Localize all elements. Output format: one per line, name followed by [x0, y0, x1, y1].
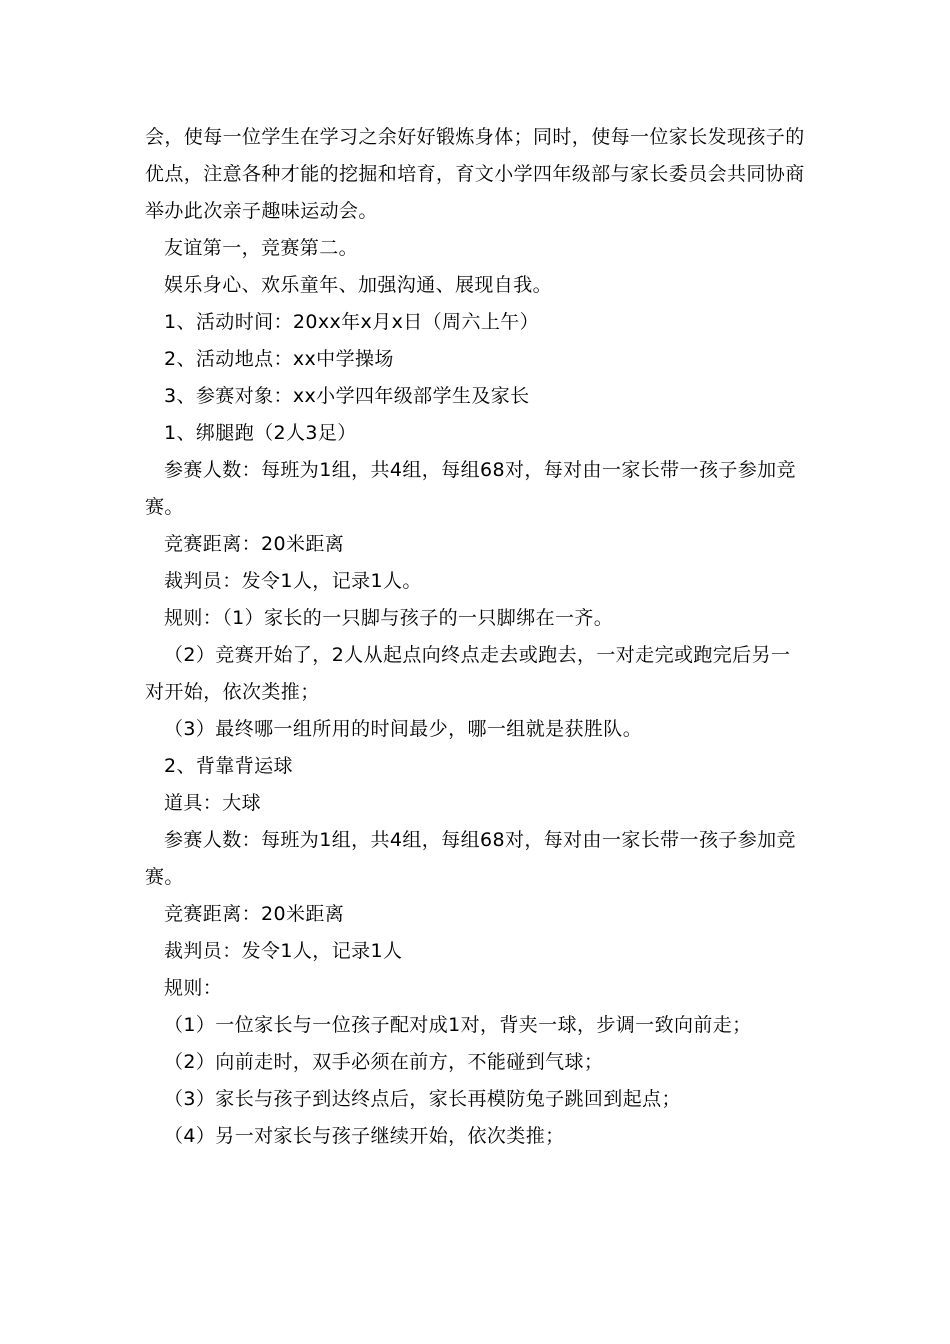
paragraph-event-1-distance: 竞赛距离：20米距离 [164, 533, 345, 555]
paragraph-event-1-referees: 裁判员：发令1人，记录1人。 [164, 570, 422, 592]
paragraph-event-2-rule-1: （1）一位家长与一位孩子配对成1对，背夹一球，步调一致向前走； [164, 1014, 752, 1036]
paragraph-theme: 娱乐身心、欢乐童年、加强沟通、展现自我。 [164, 274, 553, 296]
paragraph-event-1-rule-2: （2）竞赛开始了，2人从起点向终点走去或跑去，一对走完或跑完后另一对开始，依次类推； [145, 644, 791, 703]
paragraph-activity-time: 1、活动时间：20xx年x月x日（周六上午） [164, 311, 540, 333]
paragraph-activity-location: 2、活动地点：xx中学操场 [164, 348, 394, 370]
paragraph-intro-continued: 会，使每一位学生在学习之余好好锻炼身体；同时，使每一位家长发现孩子的优点，注意各种才能的挖掘和培育，育文小学四年级部与家长委员会共同协商举办此次亲子趣味运动会。 [145, 126, 805, 222]
paragraph-event-2-title: 2、背靠背运球 [164, 755, 293, 777]
paragraph-event-1-rule-1: 规则：（1）家长的一只脚与孩子的一只脚绑在一齐。 [164, 607, 614, 629]
paragraph-participants: 3、参赛对象：xx小学四年级部学生及家长 [164, 385, 530, 407]
paragraph-event-2-rule-3: （3）家长与孩子到达终点后，家长再模防兔子跳回到起点； [164, 1088, 681, 1110]
paragraph-event-2-distance: 竞赛距离：20米距离 [164, 903, 345, 925]
paragraph-event-2-participants: 参赛人数：每班为1组，共4组，每组68对，每对由一家长带一孩子参加竞赛。 [145, 829, 796, 888]
paragraph-event-2-rules-heading: 规则： [164, 977, 223, 999]
paragraph-event-2-referees: 裁判员：发令1人，记录1人 [164, 940, 403, 962]
paragraph-event-2-props: 道具：大球 [164, 792, 262, 814]
document-body [145, 119, 807, 1155]
paragraph-event-1-rule-3: （3）最终哪一组所用的时间最少，哪一组就是获胜队。 [164, 718, 643, 740]
paragraph-principle: 友谊第一，竞赛第二。 [164, 237, 359, 259]
paragraph-event-1-title: 1、绑腿跑（2人3足） [164, 422, 357, 444]
paragraph-event-1-participants: 参赛人数：每班为1组，共4组，每组68对，每对由一家长带一孩子参加竞赛。 [145, 459, 796, 518]
paragraph-event-2-rule-4: （4）另一对家长与孩子继续开始，依次类推； [164, 1125, 565, 1147]
paragraph-event-2-rule-2: （2）向前走时，双手必须在前方，不能碰到气球； [164, 1051, 604, 1073]
